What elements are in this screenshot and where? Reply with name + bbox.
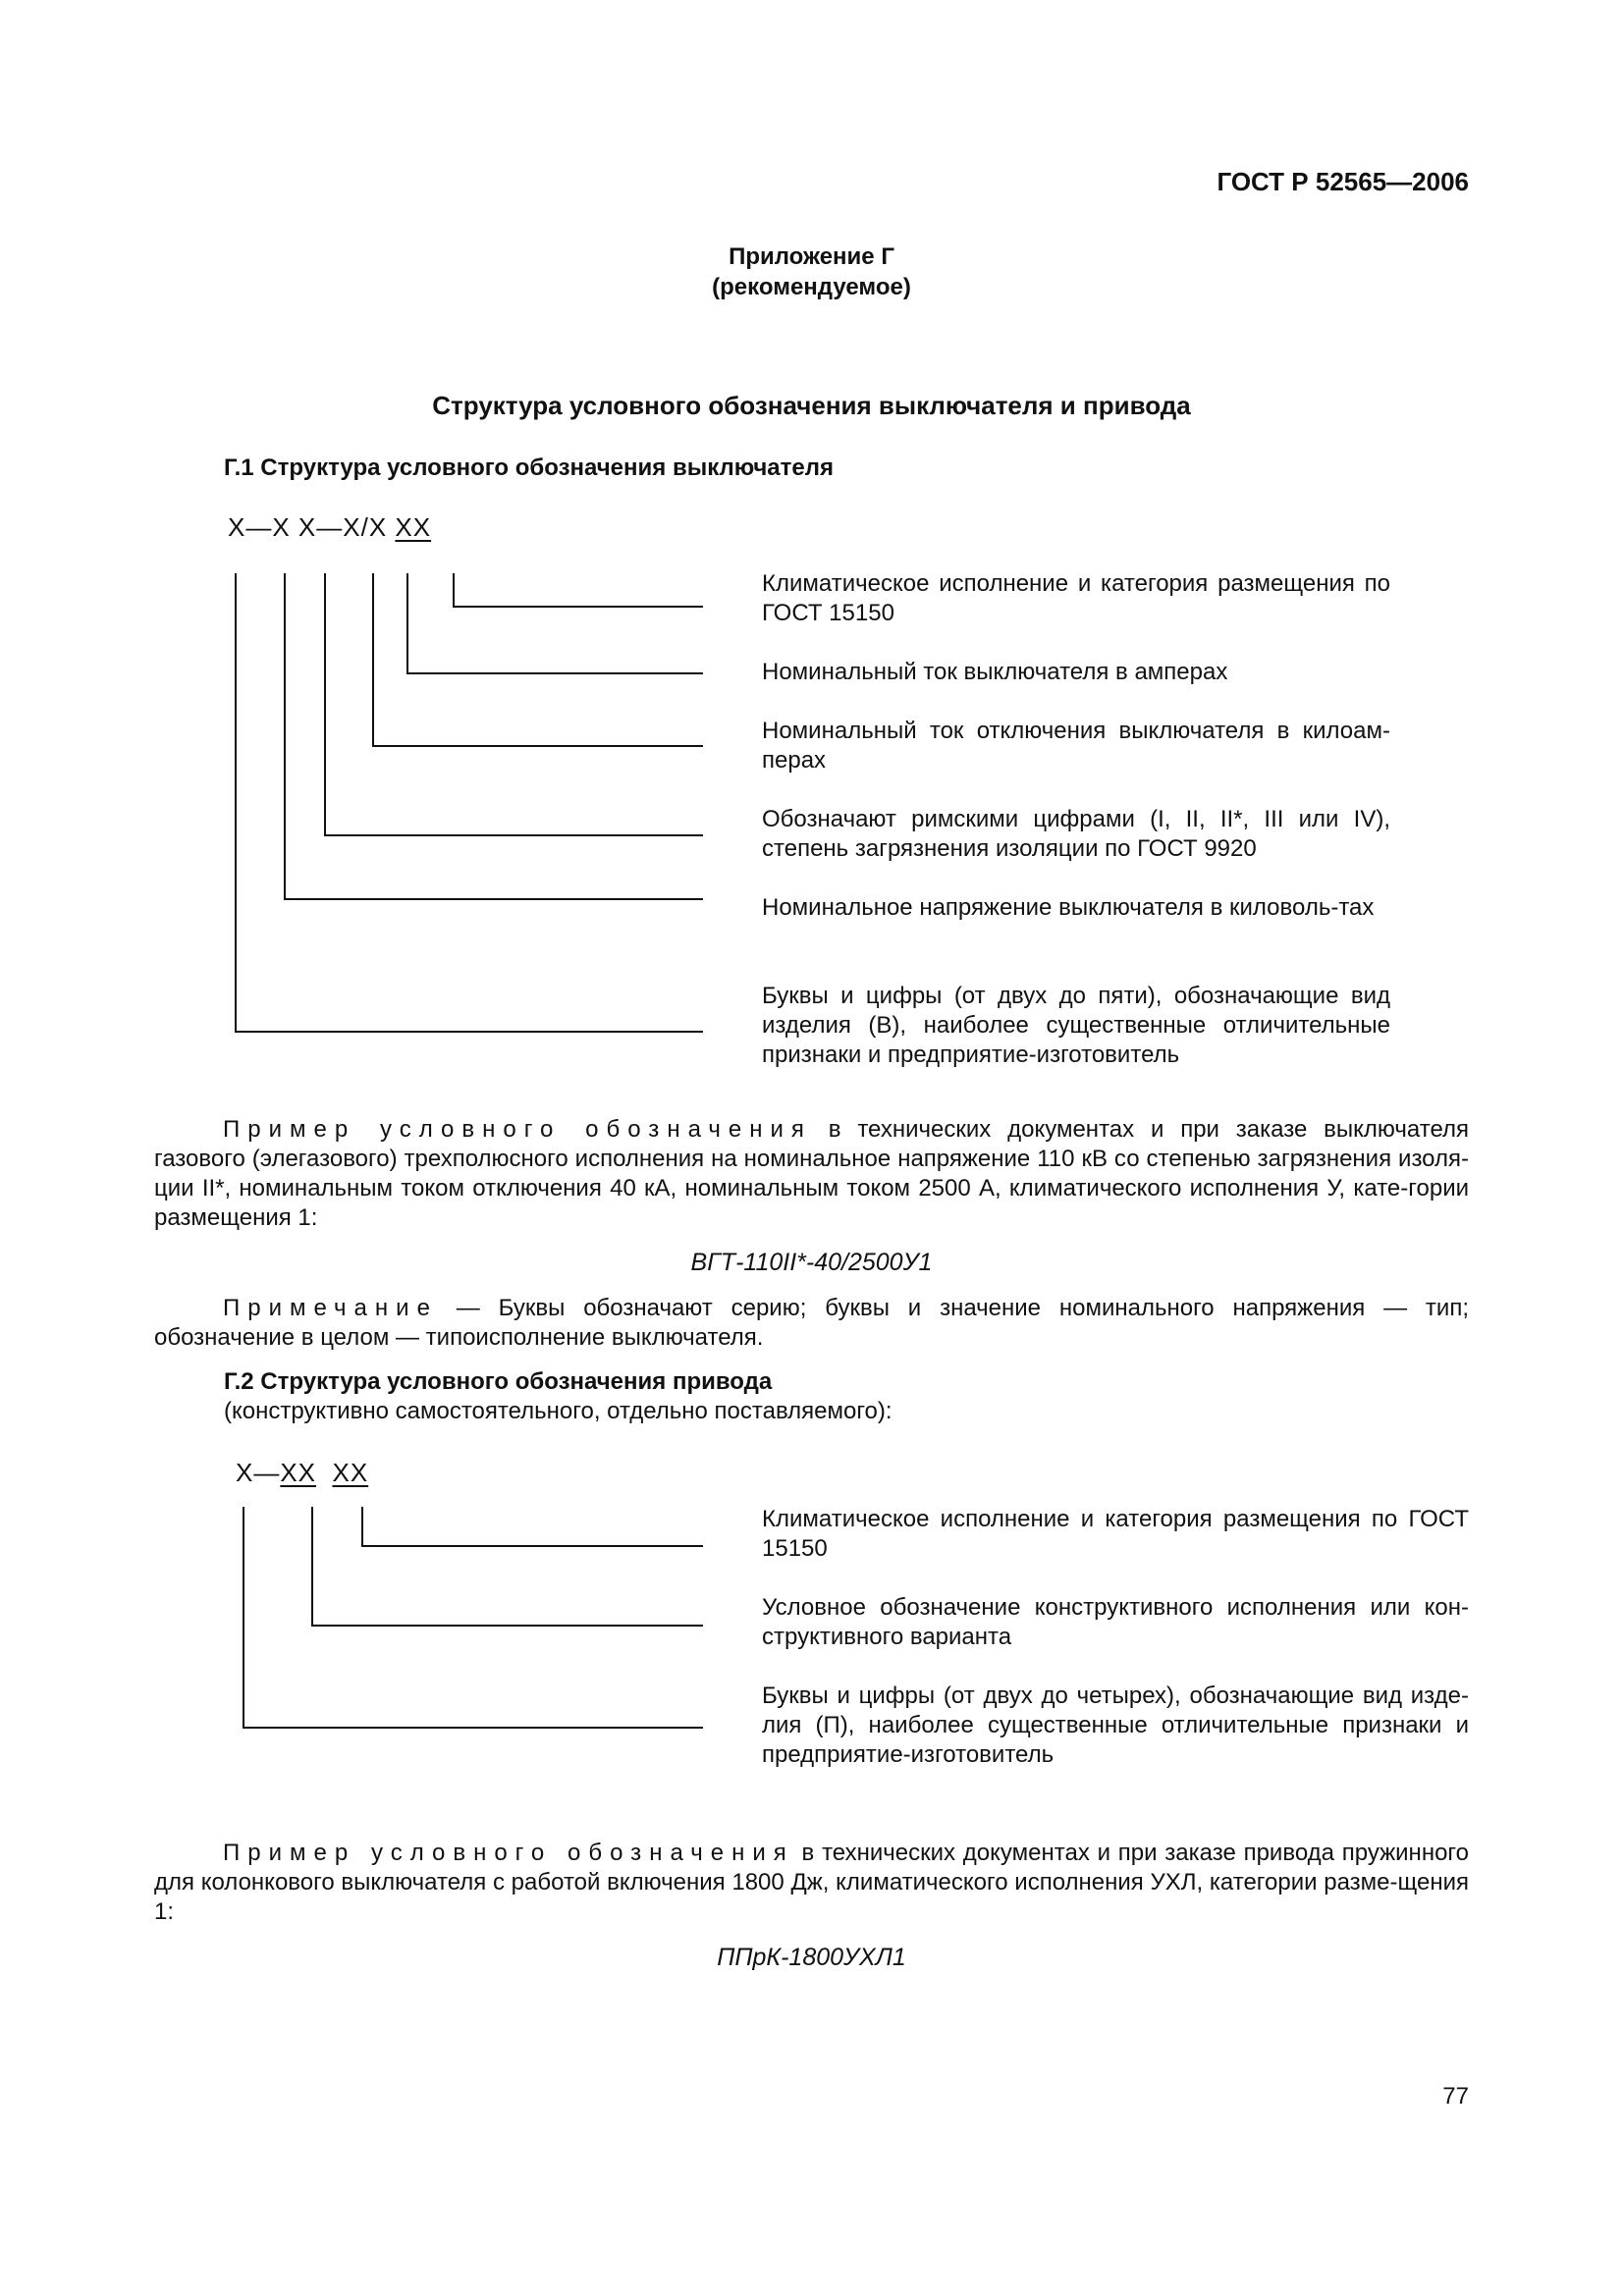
section-1-heading: Г.1 Структура условного обозначения выключателя [224, 454, 834, 481]
switch-leader-1 [454, 573, 703, 607]
drive-code-plain: Х— [236, 1458, 281, 1487]
switch-leader-4 [325, 573, 703, 835]
drive-example-paragraph [154, 1839, 1469, 1927]
switch-example-paragraph [154, 1115, 1469, 1233]
section-2-heading: Г.2 Структура условного обозначения привода [224, 1368, 773, 1395]
appendix-status: (рекомендуемое) [712, 274, 911, 300]
switch-desc-rated-voltage: Номинальное напряжение выключателя в киловоль-тах [762, 894, 1375, 921]
switch-desc-rated-current: Номинальный ток выключателя в амперах [762, 659, 1228, 685]
switch-note [154, 1294, 1469, 1353]
drive-example-text: в технических документах и при заказе привода пружинного для колонкового выключателя с работой включения 1800 Дж, климатического исполнения УХЛ, категории разме-щения 1: [154, 1840, 1469, 1925]
standard-number: ГОСТ Р 52565—2006 [1217, 167, 1469, 196]
drive-desc-design-variant: Условное обозначение конструктивного исполнения или кон-структивного варианта [762, 1594, 1469, 1650]
drive-code-structure [236, 1458, 368, 1488]
switch-leader-3 [373, 573, 703, 746]
switch-note-text: — Буквы обозначают серию; буквы и значение номинального напряжения — тип; обозначение в целом — типоисполнение выключателя. [154, 1295, 1469, 1351]
drive-leader-2 [312, 1507, 703, 1626]
section-2-subheading: (конструктивно самостоятельного, отдельно поставляемого): [224, 1398, 893, 1424]
switch-note-lead: Примечание [223, 1295, 438, 1321]
drive-code-underlined-1: ХХ [280, 1458, 317, 1487]
drive-desc-product-type: Буквы и цифры (от двух до четырех), обозначающие вид изде-лия (П), наиболее существенные отличительные признаки и предприятие-изготовитель [762, 1682, 1469, 1768]
switch-leader-5 [285, 573, 703, 899]
switch-example-text: в технических документах и при заказе выключателя газового (элегазового) трехполюсного исполнения на номинальное напряжение 110 кВ со степенью загрязнения изоля-ции II*, номинальным током отключения 40 кА, номинальным током 2500 А, климатического исполнения У, кате-гории размещения 1: [154, 1116, 1469, 1231]
switch-example-code: ВГТ-110II*-40/2500У1 [690, 1249, 933, 1276]
appendix-label: Приложение Г [729, 243, 894, 270]
drive-example-code: ППрК-1800УХЛ1 [717, 1944, 906, 1971]
switch-example-lead: Пример условного обозначения [223, 1116, 812, 1143]
switch-code-plain: Х—Х Х—Х/Х [228, 512, 396, 542]
switch-desc-climate: Климатическое исполнение и категория размещения по ГОСТ 15150 [762, 570, 1390, 626]
switch-desc-breaking-current: Номинальный ток отключения выключателя в килоам-перах [762, 718, 1390, 774]
switch-desc-product-type: Буквы и цифры (от двух до пяти), обозначающие вид изделия (В), наиболее существенные отличительные признаки и предприятие-изготовитель [762, 983, 1390, 1068]
drive-leader-1 [362, 1507, 703, 1546]
drive-desc-climate: Климатическое исполнение и категория размещения по ГОСТ 15150 [762, 1506, 1469, 1562]
switch-code-underlined: ХХ [395, 512, 432, 542]
switch-leader-2 [407, 573, 703, 673]
drive-example-lead: Пример условного обозначения [223, 1840, 794, 1866]
switch-desc-pollution: Обозначают римскими цифрами (I, II, II*, III или IV), степень загрязнения изоляции по ГОСТ 9920 [762, 806, 1390, 862]
switch-leader-6 [236, 573, 703, 1032]
drive-code-underlined-2: ХХ [332, 1458, 369, 1487]
page-title: Структура условного обозначения выключателя и привода [432, 391, 1191, 420]
page-number: 77 [1442, 2083, 1469, 2109]
